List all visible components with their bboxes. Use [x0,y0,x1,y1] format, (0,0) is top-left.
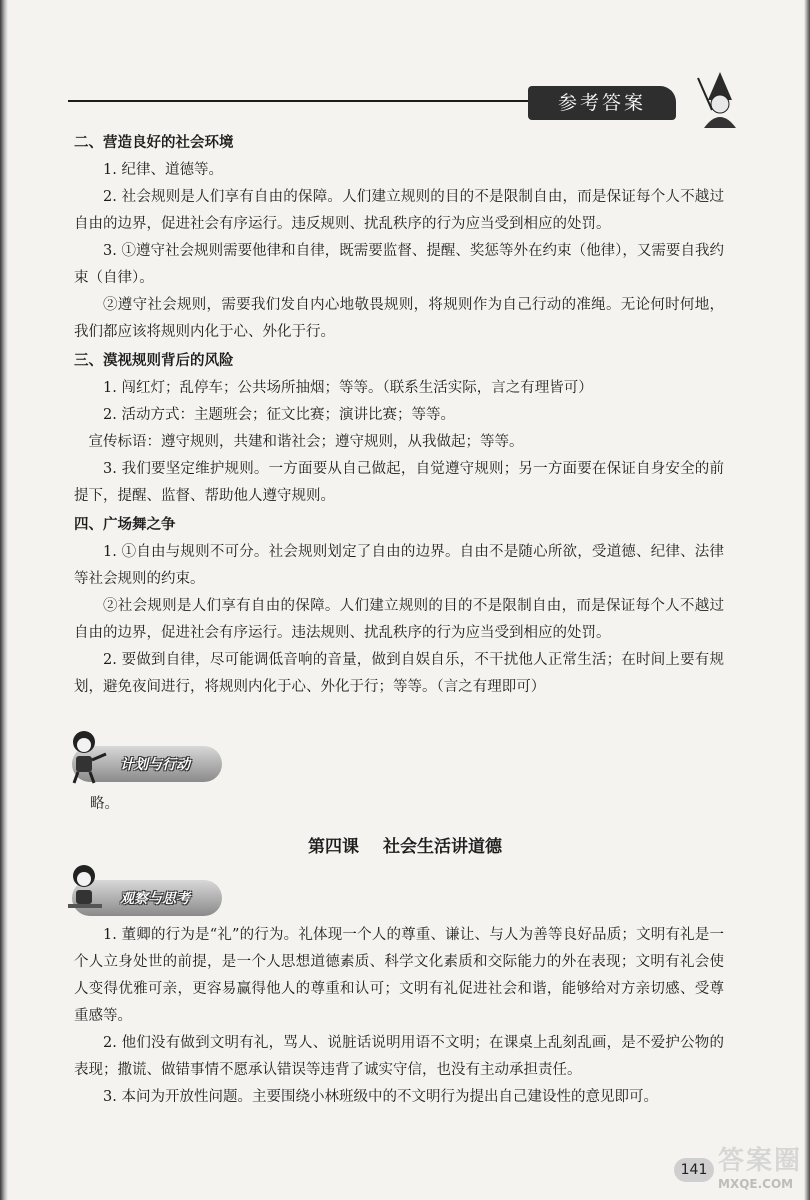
wizard-icon [690,70,750,130]
answer-paragraph: 1. ①自由与规则不可分。社会规则划定了自由的边界。自由不是随心所欲，受道德、纪律、法律等社会规则的约束。 [74,544,724,587]
answer-paragraph: 宣传标语：遵守规则，共建和谐社会；遵守规则，从我做起；等等。 [88,434,524,450]
badge-label: 计划与行动 [120,757,190,773]
answer-paragraph: 3. ①遵守社会规则需要他律和自律，既需要监督、提醒、奖惩等外在约束（他律），又需要自我约束（自律）。 [74,243,724,286]
header-rule [68,100,538,102]
watermark-url: MXQE.COM [718,1177,794,1191]
answer-paragraph: 3. 本问为开放性问题。主要围绕小林班级中的不文明行为提出自己建设性的意见即可。 [103,1089,658,1105]
answer-key-tab: 参考答案 [528,86,676,120]
answer-paragraph: 1. 纪律、道德等。 [103,162,223,178]
answer-paragraph: 1. 闯红灯；乱停车；公共场所抽烟；等等。（联系生活实际，言之有理皆可） [103,380,593,396]
answers-block-2 [74,922,724,1111]
lesson-title [0,832,810,857]
lesson-name: 社会生活讲道德 [383,837,502,857]
answer-paragraph: ②遵守社会规则，需要我们发自内心地敬畏规则，将规则作为自己行动的准绳。无论何时何地，我们都应该将规则内化于心、外化于行。 [74,297,724,340]
answer-paragraph: 2. 活动方式：主题班会；征文比赛；演讲比赛；等等。 [103,407,455,423]
section-heading: 三、漠视规则背后的风险 [74,353,234,369]
page-shadow-right [804,0,810,1200]
badge-label: 观察与思考 [120,891,190,907]
page-shadow-left [0,0,8,1200]
answer-paragraph: 3. 我们要坚定维护规则。一方面要从自己做起，自觉遵守规则；另一方面要在保证自身安全的前提下，提醒、监督、帮助他人遵守规则。 [74,461,724,504]
plan-answer: 略。 [90,796,119,812]
answer-paragraph: 1. 董卿的行为是“礼”的行为。礼体现一个人的尊重、谦让、与人为善等良好品质；文明有礼是一个人立身处世的前提，是一个人思想道德素质、科学文化素质和交际能力的外在表现；文明有礼会使人变得优雅可亲，更容易赢得他人的尊重和认可；文明有礼促进社会和谐，能够给对方亲切感、受尊重感等。 [74,927,724,1024]
answer-paragraph: 2. 要做到自律，尽可能调低音响的音量，做到自娱自乐，不干扰他人正常生活；在时间上要有规划，避免夜间进行，将规则内化于心、外化于行；等等。（言之有理即可） [74,652,724,695]
answers-block-1 [74,128,724,701]
watermark [718,1140,808,1198]
lesson-number: 第四课 [308,837,359,857]
section-heading: 四、广场舞之争 [74,517,176,533]
page-number: 141 [674,1158,714,1182]
answer-paragraph: 2. 社会规则是人们享有自由的保障。人们建立规则的目的不是限制自由，而是保证每个人不越过自由的边界，促进社会有序运行。违反规则、扰乱秩序的行为应当受到相应的处罚。 [74,189,724,232]
watermark-logo: 答案圈 [718,1146,803,1176]
observe-think-badge [72,880,222,916]
answer-paragraph: 2. 他们没有做到文明有礼，骂人、说脏话说明用语不文明；在课桌上乱刻乱画，是不爱护公物的表现；撒谎、做错事情不愿承认错误等违背了诚实守信，也没有主动承担责任。 [74,1035,724,1078]
section-heading: 二、营造良好的社会环境 [74,135,234,151]
plan-action-badge [72,746,222,782]
student-icon [62,728,110,784]
answer-paragraph: ②社会规则是人们享有自由的保障。人们建立规则的目的不是限制自由，而是保证每个人不越过自由的边界，促进社会有序运行。违法规则、扰乱秩序的行为应当受到相应的处罚。 [74,598,724,641]
student-icon [62,862,110,918]
